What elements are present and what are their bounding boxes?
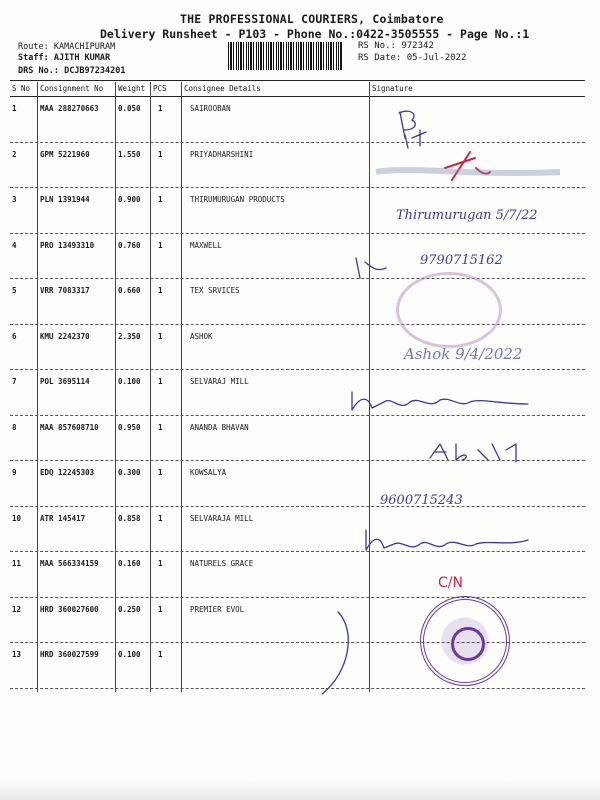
cell-sno: 11 xyxy=(12,559,22,568)
cell-pcs: 1 xyxy=(158,650,163,659)
signature-row6: Ashok 9/4/2022 xyxy=(404,345,523,363)
staff-label: Staff: xyxy=(18,53,49,63)
cell-weight: 0.900 xyxy=(118,195,141,204)
cell-consignee: SELVARAJA MILL xyxy=(190,513,254,523)
scan-edge xyxy=(0,778,600,800)
cell-pcs: 1 xyxy=(158,422,163,432)
cell-pcs: 1 xyxy=(158,104,163,113)
cell-weight: 2.350 xyxy=(118,331,141,341)
cell-consignment: KMU 2242370 xyxy=(40,331,90,341)
cell-sno: 10 xyxy=(12,513,22,523)
col-consignment: Consignment No xyxy=(40,84,104,93)
cell-sno: 7 xyxy=(12,377,17,386)
cell-sno: 1 xyxy=(12,104,17,113)
cell-sno: 3 xyxy=(12,195,17,204)
cell-pcs: 1 xyxy=(158,468,163,477)
cell-weight: 0.858 xyxy=(118,513,141,523)
cell-pcs: 1 xyxy=(158,331,163,341)
col-weight: Weight xyxy=(118,84,146,93)
cell-sno: 13 xyxy=(12,650,22,659)
cell-weight: 0.050 xyxy=(118,104,141,113)
cell-pcs: 1 xyxy=(158,149,163,159)
cell-weight: 0.100 xyxy=(118,650,141,659)
cell-weight: 0.950 xyxy=(118,422,141,432)
cell-weight: 0.100 xyxy=(118,377,141,386)
col-consignee: Consignee Details xyxy=(184,84,261,93)
cell-consignee: THIRUMURUGAN PRODUCTS xyxy=(190,195,285,204)
col-pcs: PCS xyxy=(153,84,167,93)
runsheet-subtitle: Delivery Runsheet - P103 - Phone No.:0422-3505555 - Page No.:1 xyxy=(100,27,530,41)
signature-row1 xyxy=(399,111,426,148)
staff-value: AJITH KUMAR xyxy=(53,53,111,63)
cell-consignee: PRIYADHARSHINI xyxy=(190,149,254,159)
signature-row10 xyxy=(366,530,528,550)
cell-pcs: 1 xyxy=(158,604,163,614)
company-stamp xyxy=(420,596,510,686)
cell-consignment: ATR 145417 xyxy=(40,513,86,523)
cell-consignee: PREMIER EVOL xyxy=(190,604,245,614)
cell-consignee: TEX SRVICES xyxy=(190,286,240,295)
cell-consignee: ANANDA BHAVAN xyxy=(190,422,249,432)
cell-consignment: POL 3695114 xyxy=(40,377,90,386)
cell-consignment: EDQ 12245303 xyxy=(40,468,95,477)
signature-row2-mark xyxy=(445,152,490,180)
cell-pcs: 1 xyxy=(158,377,163,386)
cell-pcs: 1 xyxy=(158,559,163,568)
signature-row2-smudge xyxy=(376,170,560,173)
cell-pcs: 1 xyxy=(158,286,163,295)
route-value: KAMACHIPURAM xyxy=(53,42,116,52)
cell-weight: 1.550 xyxy=(118,149,141,159)
col-sno: S No xyxy=(12,84,31,93)
cell-sno: 9 xyxy=(12,468,17,477)
rs-number: RS No.: 972342 xyxy=(358,41,434,51)
cell-sno: 6 xyxy=(12,331,17,341)
cell-consignment: VRR 7083317 xyxy=(40,286,90,295)
cell-weight: 0.300 xyxy=(118,468,141,477)
signature-row9: 9600715243 xyxy=(380,493,463,508)
cell-pcs: 1 xyxy=(158,513,163,523)
signature-row7 xyxy=(352,392,528,410)
cell-weight: 0.660 xyxy=(118,286,141,295)
cell-consignee: MAXWELL xyxy=(190,240,222,250)
cell-consignment: MAA 288270663 xyxy=(40,104,99,113)
cell-consignee: KOWSALYA xyxy=(190,468,227,477)
cell-sno: 12 xyxy=(12,604,22,614)
cell-consignment: HRD 360027599 xyxy=(40,650,99,659)
cell-weight: 0.250 xyxy=(118,604,141,614)
cell-consignment: MAA 857608710 xyxy=(40,422,99,432)
company-title: THE PROFESSIONAL COURIERS, Coimbatore xyxy=(180,12,444,26)
signature-row8 xyxy=(430,444,516,462)
cell-consignment: PLN 1391944 xyxy=(40,195,90,204)
service-stamp xyxy=(396,272,502,348)
cell-consignee: ASHOK xyxy=(190,331,213,341)
cell-consignee: NATURELS GRACE xyxy=(190,559,254,568)
route-label: Route: xyxy=(18,42,49,52)
cell-weight: 0.160 xyxy=(118,559,141,568)
cell-consignee: SAIROOBAN xyxy=(190,104,231,113)
cell-sno: 5 xyxy=(12,286,17,295)
cell-pcs: 1 xyxy=(158,240,163,250)
cell-consignment: HRD 360027600 xyxy=(40,604,99,614)
signature-row3: Thirumurugan 5/7/22 xyxy=(396,208,538,223)
cell-weight: 0.760 xyxy=(118,240,141,250)
cell-consignee: SELVARAJ MILL xyxy=(190,377,249,386)
rs-date: RS Date: 05-Jul-2022 xyxy=(358,53,467,63)
cell-sno: 2 xyxy=(12,149,17,159)
col-signature: Signature xyxy=(372,84,413,93)
cell-consignment: MAA 566334159 xyxy=(40,559,99,568)
cell-sno: 8 xyxy=(12,422,17,432)
signature-row12-stroke xyxy=(322,612,348,694)
signature-row4: 9790715162 xyxy=(420,253,503,268)
cell-sno: 4 xyxy=(12,240,17,250)
signature-row11: C/N xyxy=(438,575,463,591)
cell-pcs: 1 xyxy=(158,195,163,204)
cell-consignment: PRO 13493310 xyxy=(40,240,95,250)
stamp-inner-ring xyxy=(451,627,485,661)
drs-value: DCJB97234201 xyxy=(64,66,126,76)
cell-consignment: GPM 5221960 xyxy=(40,149,90,159)
drs-label: DRS No.: xyxy=(18,66,59,76)
signature-row4-initial xyxy=(356,258,386,278)
